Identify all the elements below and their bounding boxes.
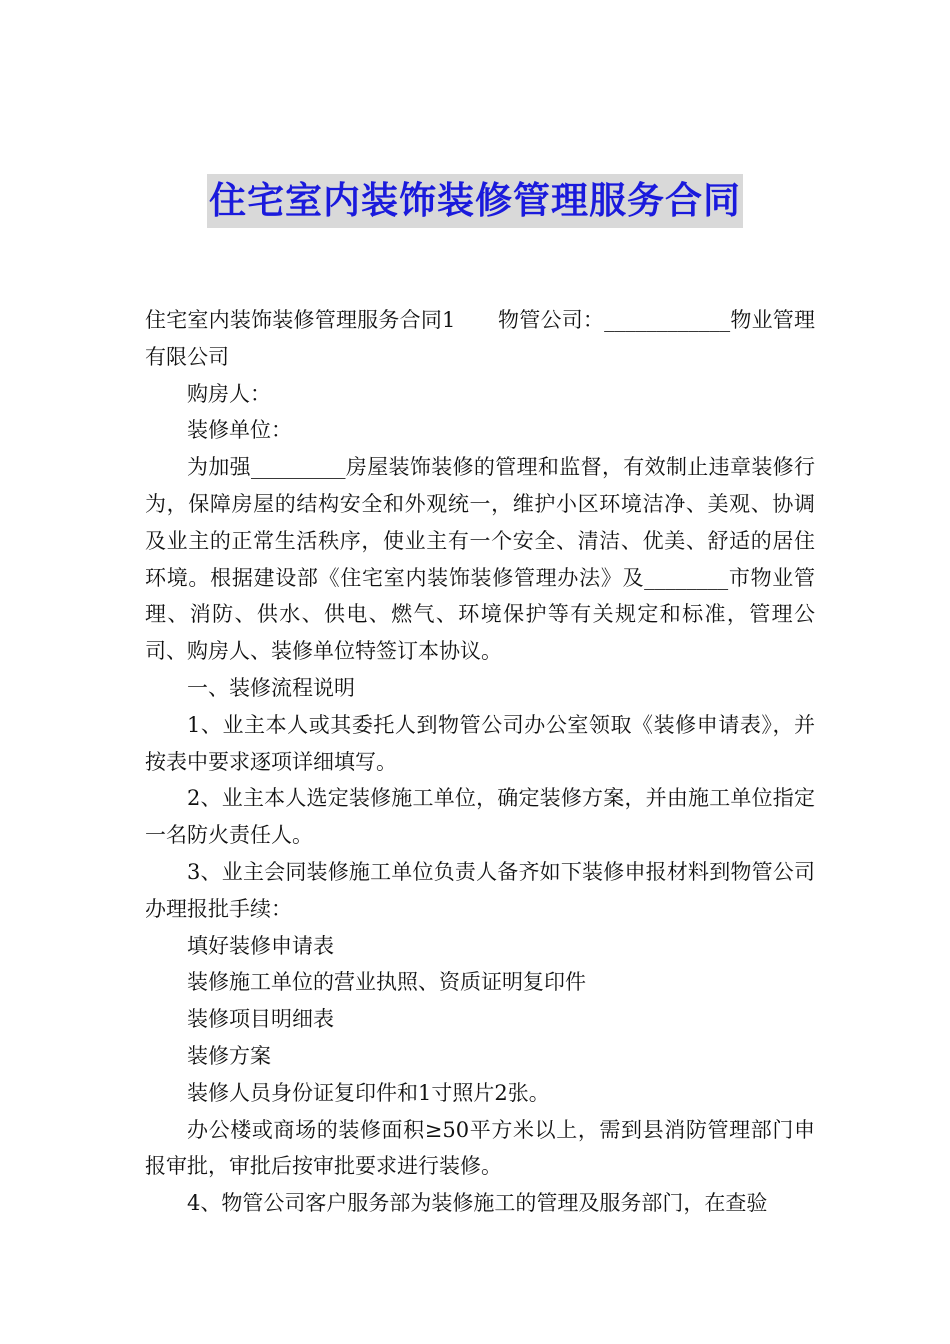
- document-title: 住宅室内装饰装修管理服务合同: [207, 174, 743, 228]
- paragraph: 办公楼或商场的装修面积≥50平方米以上，需到县消防管理部门申报审批，审批后按审批要求进行装修。: [145, 1117, 815, 1179]
- paragraph: 装修项目明细表: [187, 1007, 334, 1032]
- paragraph: 住宅室内装饰装修管理服务合同1 物管公司：____________物业管理有限公司: [145, 308, 815, 369]
- title-container: [0, 174, 950, 228]
- paragraph: 4、物管公司客户服务部为装修施工的管理及服务部门，在查验: [187, 1191, 768, 1216]
- paragraph: 一、装修流程说明: [187, 675, 355, 700]
- paragraph: 装修方案: [187, 1043, 271, 1068]
- paragraph: 为加强_________房屋装饰装修的管理和监督，有效制止违章装修行为，保障房屋的结构安全和外观统一，维护小区环境洁净、美观、协调及业主的正常生活秩序，使业主有一个安全、清洁、优美、舒适的居住环境。根据建设部《住宅室内装饰装修管理办法》及________市物业管理、消防、供水、供电、燃气、环境保护等有关规定和标准，管理公司、购房人、装修单位特签订本协议。: [145, 455, 815, 664]
- paragraph: 装修单位：: [187, 418, 292, 443]
- paragraph: 2、业主本人选定装修施工单位，确定装修方案，并由施工单位指定一名防火责任人。: [145, 786, 815, 848]
- paragraph: 3、业主会同装修施工单位负责人备齐如下装修申报材料到物管公司办理报批手续：: [145, 859, 815, 921]
- paragraph: 填好装修申请表: [187, 933, 334, 958]
- paragraph: 购房人：: [187, 381, 271, 406]
- paragraph: 装修施工单位的营业执照、资质证明复印件: [187, 970, 586, 995]
- paragraph: 1、业主本人或其委托人到物管公司办公室领取《装修申请表》，并按表中要求逐项详细填写。: [145, 712, 815, 774]
- paragraph: 装修人员身份证复印件和1寸照片2张。: [187, 1080, 550, 1105]
- document-body: [145, 302, 815, 1222]
